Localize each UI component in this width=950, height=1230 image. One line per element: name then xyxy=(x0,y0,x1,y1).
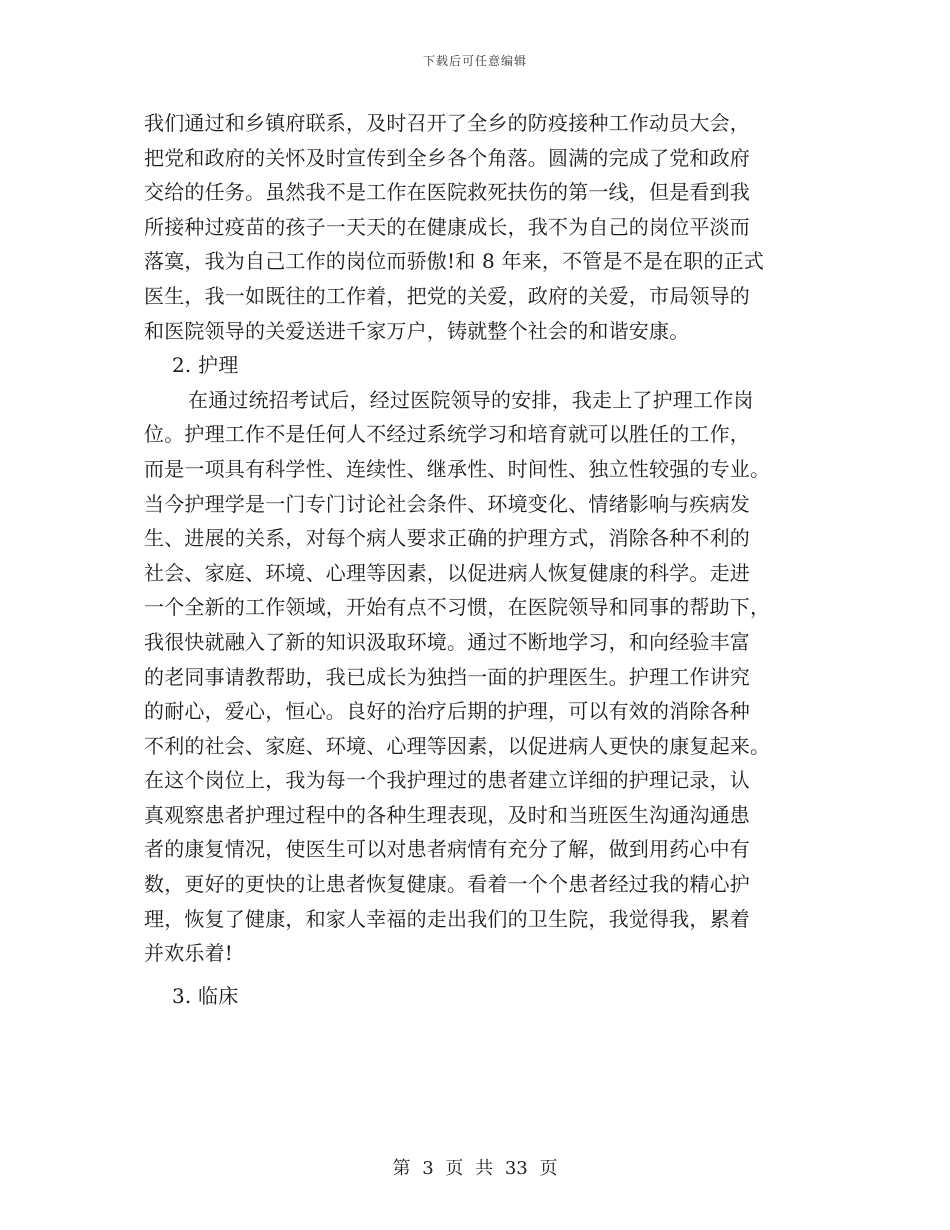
paragraph-line: 在通过统招考试后，经过医院领导的安排，我走上了护理工作岗 xyxy=(188,387,754,412)
paragraph-line: 而是一项具有科学性、连续性、继承性、时间性、独立性较强的专业。 xyxy=(144,456,771,481)
paragraph-line: 我很快就融入了新的知识汲取环境。通过不断地学习，和向经验丰富 xyxy=(144,629,750,654)
paragraph-line: 数，更好的更快的让患者恢复健康。看着一个个患者经过我的精心护 xyxy=(144,872,750,897)
section-heading-clinical: 3. 临床 xyxy=(172,983,239,1008)
paragraph-line: 和医院领导的关爱送进千家万户，铸就整个社会的和谐安康。 xyxy=(144,318,690,343)
paragraph-line: 一个全新的工作领域，开始有点不习惯，在医院领导和同事的帮助下， xyxy=(144,595,771,620)
page-footer: 第 3 页 共 33 页 xyxy=(392,1158,558,1179)
section-heading-nursing: 2. 护理 xyxy=(172,353,239,378)
paragraph-line: 医生，我一如既往的工作着，把党的关爱，政府的关爱，市局领导的 xyxy=(144,283,750,308)
paragraph-line: 在这个岗位上，我为每一个我护理过的患者建立详细的护理记录，认 xyxy=(144,768,750,793)
paragraph-line: 把党和政府的关怀及时宣传到全乡各个角落。圆满的完成了党和政府 xyxy=(144,145,750,170)
paragraph-line: 的耐心，爱心，恒心。良好的治疗后期的护理，可以有效的消除各种 xyxy=(144,699,750,724)
paragraph-line: 落寞，我为自己工作的岗位而骄傲!和 8 年来，不管是不是在职的正式 xyxy=(144,249,765,274)
paragraph-line: 我们通过和乡镇府联系，及时召开了全乡的防疫接种工作动员大会， xyxy=(144,111,750,135)
paragraph-line: 生、进展的关系，对每个病人要求正确的护理方式，消除各种不利的 xyxy=(144,526,750,551)
paragraph-line: 的老同事请教帮助，我已成长为独挡一面的护理医生。护理工作讲究 xyxy=(144,664,750,689)
paragraph-1 xyxy=(144,106,814,348)
paragraph-line: 交给的任务。虽然我不是工作在医院救死扶伤的第一线，但是看到我 xyxy=(144,180,750,205)
paragraph-line: 理，恢复了健康，和家人幸福的走出我们的卫生院，我觉得我，累着 xyxy=(144,906,750,931)
document-body xyxy=(144,106,814,1013)
paragraph-line: 真观察患者护理过程中的各种生理表现，及时和当班医生沟通沟通患 xyxy=(144,802,750,827)
page-header: 下载后可任意编辑 xyxy=(422,54,527,68)
paragraph-line: 者的康复情况，使医生可以对患者病情有充分了解，做到用药心中有 xyxy=(144,837,750,862)
paragraph-line: 不利的社会、家庭、环境、心理等因素，以促进病人更快的康复起来。 xyxy=(144,733,771,758)
paragraph-nursing xyxy=(144,383,814,971)
paragraph-line: 社会、家庭、环境、心理等因素，以促进病人恢复健康的科学。走进 xyxy=(144,560,750,585)
paragraph-line: 所接种过疫苗的孩子一天天的在健康成长，我不为自己的岗位平淡而 xyxy=(144,214,750,239)
paragraph-line: 并欢乐着! xyxy=(144,941,234,966)
paragraph-line: 位。护理工作不是任何人不经过系统学习和培育就可以胜任的工作， xyxy=(144,422,750,447)
paragraph-line: 当今护理学是一门专门讨论社会条件、环境变化、情绪影响与疾病发 xyxy=(144,491,750,516)
section-gap xyxy=(144,971,814,979)
